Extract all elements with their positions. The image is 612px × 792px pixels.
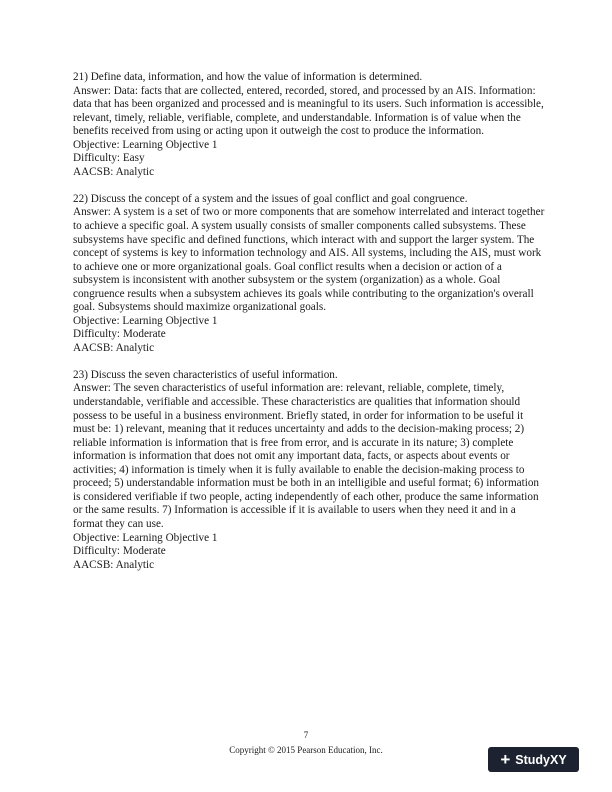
- objective-text: Objective: Learning Objective 1: [73, 531, 218, 544]
- page-number: 7: [303, 730, 309, 740]
- objective-text: Objective: Learning Objective 1: [73, 314, 218, 327]
- aacsb-text: AACSB: Analytic: [73, 341, 155, 354]
- question-block-21: [73, 71, 547, 179]
- difficulty-text: Difficulty: Easy: [73, 152, 145, 165]
- objective-text: Objective: Learning Objective 1: [73, 138, 218, 151]
- question-text: 21) Define data, information, and how the value of information is determined.: [73, 71, 423, 83]
- copyright-notice: Copyright © 2015 Pearson Education, Inc.: [229, 745, 383, 755]
- difficulty-text: Difficulty: Moderate: [73, 545, 166, 558]
- answer-text: Answer: A system is a set of two or more components that are somehow interrelated and interact together to achieve a specific goal. A system usually consists of smaller components called subsystems. These subsystems have specific and defined functions, which interact with and support the larger system. The concept of systems is key to information technology and AIS. All systems, including the AIS, must work to achieve one or more organizational goals. Goal conflict results when a decision or action of a subsystem is inconsistent with another subsystem or the system (organization) as a whole. Goal congruence results when a subsystem achieves its goals while contributing to the organization's overall goal. Subsystems should maximize organizational goals.: [73, 206, 545, 314]
- answer-text: Answer: The seven characteristics of useful information are: relevant, reliable, complete, timely, understandable, verifiable and accessible. These characteristics are qualities that information should possess to be useful in a business environment. Briefly stated, in order for information to be useful it must be: 1) relevant, meaning that it reduces uncertainty and adds to the decision-making process; 2) reliable information is information that is free from error, and is accurate in its nature; 3) complete information is information that does not omit any important data, facts, or aspects about events or activities; 4) information is timely when it is fully available to enable the decision-making process to proceed; 5) understandable information must be both in an intelligible and useful format; 6) information is considered verifiable if two people, acting independently of each other, produce the same information or the same results. 7) Information is accessible if it is available to users when they need it and in a format they can use.: [73, 382, 540, 530]
- plus-icon: +: [500, 750, 511, 769]
- studyxy-label: StudyXY: [515, 752, 567, 767]
- question-block-23: [73, 369, 547, 572]
- difficulty-text: Difficulty: Moderate: [73, 328, 166, 341]
- aacsb-text: AACSB: Analytic: [73, 165, 155, 178]
- studyxy-badge[interactable]: [488, 747, 579, 772]
- question-text: 23) Discuss the seven characteristics of useful information.: [73, 368, 338, 381]
- aacsb-text: AACSB: Analytic: [73, 558, 155, 571]
- question-list: [73, 71, 547, 586]
- question-block-22: [73, 193, 547, 356]
- question-text: 22) Discuss the concept of a system and the issues of goal conflict and goal congruence.: [73, 192, 468, 205]
- answer-text: Answer: Data: facts that are collected, entered, recorded, stored, and processed by an AIS. Information: data that has been organized and processed and is meaningful to its users. Such information is accessible, relevant, timely, reliable, verifiable, complete, and understandable. Information is of value when the benefits received from using or acting upon it outweigh the cost to produce the information.: [73, 84, 544, 138]
